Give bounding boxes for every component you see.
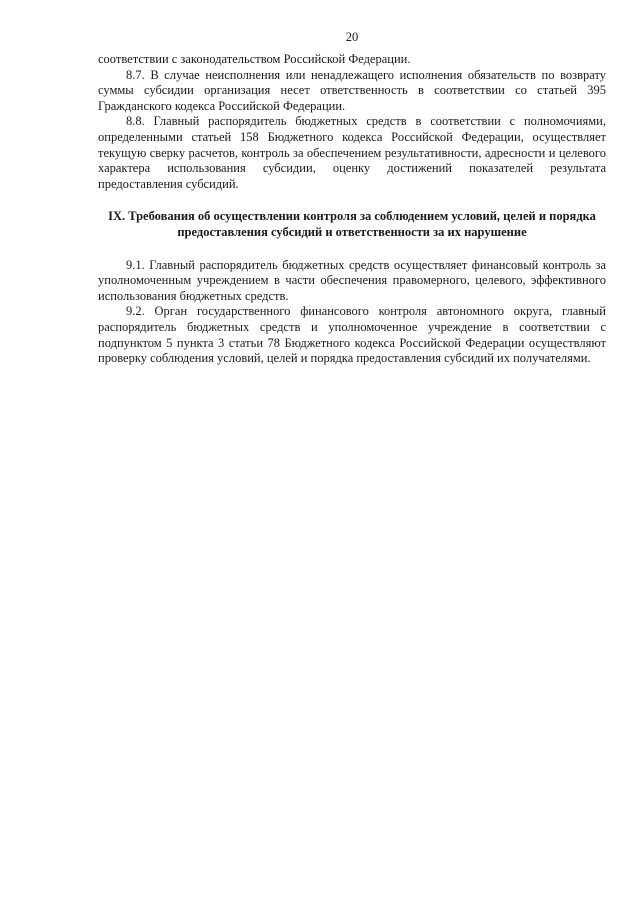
paragraph-9-2: 9.2. Орган государственного финансового контроля автономного округа, главный распорядитель бюджетных средств и уполномоченное учреждение в соответствии с подпунктом 5 пункта 3 статьи 78 Бюджетного кодекса Российской Федерации осуществляют проверку соблюдения условий, целей и порядка предоставления субсидий их получателями. [98,304,606,366]
page-number: 20 [345,30,359,44]
paragraph-9-1: 9.1. Главный распорядитель бюджетных средств осуществляет финансовый контроль за уполномоченным учреждением в части обеспечения правомерного, целевого, эффективного использования бюджетных средств. [98,257,606,303]
paragraph-8-8: 8.8. Главный распорядитель бюджетных средств в соответствии с полномочиями, определенными статьей 158 Бюджетного кодекса Российской Федерации, осуществляет текущую сверку расчетов, контроль за обеспечением результативности, адресности и целевого характера использования субсидии, оценку достижений показателей результата предоставления субсидий. [98,114,606,191]
section-heading-ix: IX. Требования об осуществлении контроля за соблюдением условий, целей и порядка предоставления субсидий и ответственности за их нарушение [108,209,596,239]
paragraph-8-7: 8.7. В случае неисполнения или ненадлежащего исполнения обязательств по возврату суммы субсидии организация несет ответственность в соответствии со статьей 395 Гражданского кодекса Российской Федерации. [98,67,606,113]
document-body [98,52,606,367]
paragraph-continuation: соответствии с законодательством Российской Федерации. [98,52,411,66]
